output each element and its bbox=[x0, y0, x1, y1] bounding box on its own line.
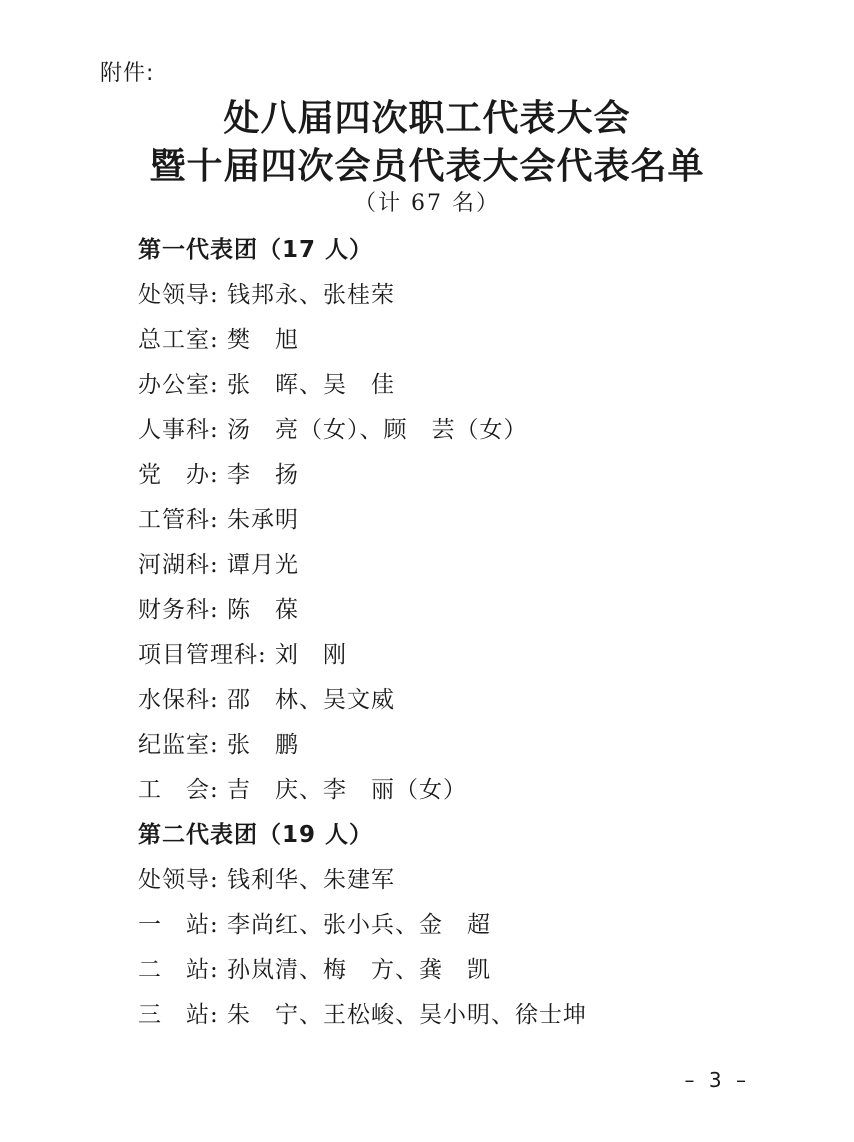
delegate-entry: 一 站: 李尚红、张小兵、金 超 bbox=[138, 912, 492, 938]
delegate-entry: 总工室: 樊 旭 bbox=[138, 327, 300, 353]
delegate-list bbox=[138, 228, 818, 1038]
delegate-entry: 处领导: 钱利华、朱建军 bbox=[138, 867, 396, 893]
delegate-count-note: （计 67 名） bbox=[354, 191, 500, 216]
document-title-line-1: 处八届四次职工代表大会 bbox=[223, 97, 631, 139]
delegate-entry: 工管科: 朱承明 bbox=[138, 507, 300, 533]
delegation-group-heading: 第一代表团（17 人） bbox=[138, 237, 374, 263]
delegate-entry: 工 会: 吉 庆、李 丽（女） bbox=[138, 777, 468, 803]
delegate-entry: 财务科: 陈 葆 bbox=[138, 597, 300, 623]
document-title-line-2: 暨十届四次会员代表大会代表名单 bbox=[149, 145, 705, 187]
delegate-entry: 水保科: 邵 林、吴文威 bbox=[138, 687, 396, 713]
delegate-entry: 办公室: 张 晖、吴 佳 bbox=[138, 372, 396, 398]
delegate-entry: 党 办: 李 扬 bbox=[138, 462, 300, 488]
delegation-group-heading: 第二代表团（19 人） bbox=[138, 822, 374, 848]
delegate-entry: 项目管理科: 刘 刚 bbox=[138, 642, 348, 668]
attachment-label: 附件: bbox=[100, 61, 155, 86]
delegate-entry: 二 站: 孙岚清、梅 方、龚 凯 bbox=[138, 957, 492, 983]
page-number: – 3 – bbox=[684, 1068, 750, 1092]
delegate-entry: 人事科: 汤 亮（女）、顾 芸（女） bbox=[138, 417, 528, 443]
delegate-entry: 三 站: 朱 宁、王松峻、吴小明、徐士坤 bbox=[138, 1002, 588, 1028]
delegate-entry: 纪监室: 张 鹏 bbox=[138, 732, 300, 758]
delegate-entry: 处领导: 钱邦永、张桂荣 bbox=[138, 282, 396, 308]
delegate-entry: 河湖科: 谭月光 bbox=[138, 552, 300, 578]
